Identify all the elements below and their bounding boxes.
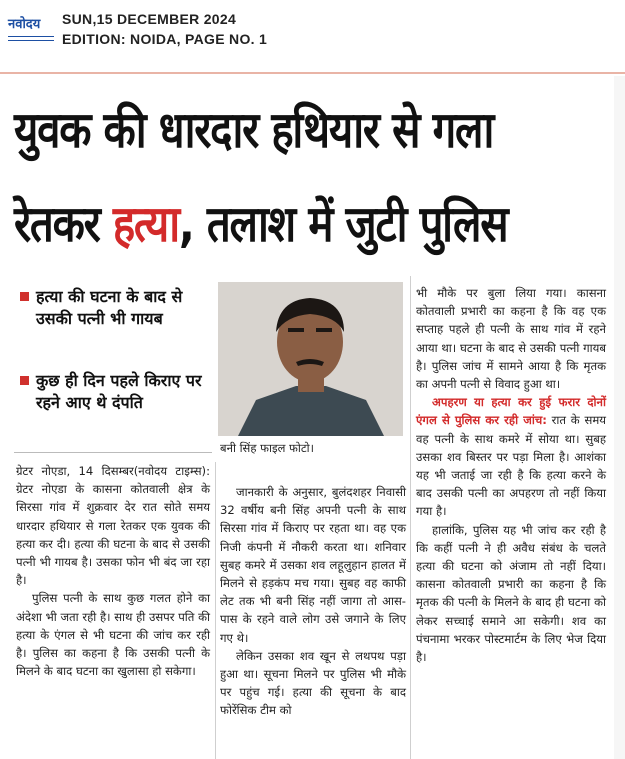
portrait-image (218, 282, 403, 436)
bullet-square-icon (20, 292, 29, 301)
highlight-point (22, 286, 212, 330)
photo-caption: बनी सिंह फाइल फोटो। (220, 441, 315, 455)
headline-highlight: हत्या (112, 195, 179, 253)
logo-text: नवोदय (8, 17, 41, 32)
column-divider (410, 276, 411, 759)
headline-line-1: युवक की धारदार हथियार से गला (14, 101, 494, 159)
date-line: SUN,15 DECEMBER 2024 (62, 11, 237, 27)
headline-text-end: , तलाश में जुटी पुलिस (178, 195, 508, 253)
paragraph: भी मौके पर बुला लिया गया। कासना कोतवाली प्रभारी का कहना है कि वह एक सप्ताह पहले ही पत्नी के साथ गांव में रहने आया था। घटना के बाद से उसकी पत्नी गायब है। पुलिस जांच में सामने आया है कि मृतक का अपनी पत्नी से विवाद हुआ था। (416, 286, 606, 392)
paragraph (416, 393, 606, 520)
paragraph-text: रात के समय वह पत्नी के साथ कमरे में सोया था। सुबह उसका शव बिस्तर पर पड़ा मिला है। आशंका यह भी जताई जा रही है कि हत्या करने के बाद उसकी पत्नी का अपहरण तो नहीं किया गया है। (416, 413, 606, 519)
paragraph: पुलिस पत्नी के साथ कुछ गलत होने का अंदेशा भी जता रही है। साथ ही उसपर पति की हत्या के एंगल से भी घटना की जांच कर रही है। पुलिस का कहना है कि उसकी पत्नी के मिलने के बाद घटना का खुलासा हो सकेगा। (16, 591, 210, 679)
article-clipping (0, 80, 612, 759)
article-column-3 (416, 284, 606, 666)
paragraph: जानकारी के अनुसार, बुलंदशहर निवासी 32 वर्षीय बनी सिंह अपनी पत्नी के साथ सिरसा गांव में किराए पर रहता था। वह एक निजी कंपनी में नौकरी करता था। शनिवार सुबह कमरे में उसका शव लहूलुहान हालत में मिलने से हड़कंप मच गया। सुबह वह काफी लेट तक भी बनी सिंह नहीं जागा तो आस-पास के रहने वाले लोग उसे जगाने के लिए गए थे। (220, 485, 406, 645)
column-divider (215, 462, 216, 759)
highlight-point (22, 370, 212, 414)
paragraph: हालांकि, पुलिस यह भी जांच कर रही है कि कहीं पत्नी ने ही अवैध संबंध के चलते हत्या की घटना को अंजाम तो नहीं दिया। कासना कोतवाली प्रभारी का कहना है कि मृतक की पत्नी के मिलने के बाद ही घटना को लेकर सच्चाई समाने आ सकेगी। शव का पंचनामा भरकर पोस्टमार्टम के लिए भेज दिया है। (416, 522, 606, 665)
subheading: अपहरण या हत्या कर हुई फरार दोनों एंगल से पुलिस कर रही जांच: (416, 395, 606, 428)
section-divider (14, 452, 212, 453)
paragraph: लेकिन उसका शव खून से लथपथ पड़ा हुआ था। सूचना मिलने पर पुलिस भी मौके पर पहुंच गई। हत्या की सूचना के बाद फोरेंसिक टीम को (220, 648, 406, 718)
headline-text: रेतकर (14, 195, 113, 253)
newspaper-logo (8, 14, 58, 42)
masthead (0, 0, 625, 68)
highlight-text: कुछ ही दिन पहले किराए पर रहने आए थे दंपति (36, 371, 202, 412)
edition-meta (62, 9, 267, 49)
edition-line: EDITION: NOIDA, PAGE NO. 1 (62, 31, 268, 47)
highlight-text: हत्या की घटना के बाद से उसकी पत्नी भी गायब (36, 287, 183, 328)
headline-line-2 (14, 194, 602, 254)
article-column-2 (220, 483, 406, 720)
article-column-1 (16, 462, 210, 680)
victim-photo (218, 282, 403, 436)
adjacent-page-edge (614, 76, 625, 759)
header-divider (0, 72, 625, 74)
bullet-square-icon (20, 376, 29, 385)
paragraph: ग्रेटर नोएडा, 14 दिसम्बर(नवोदय टाइम्स): ग्रेटर नोएडा के कासना कोतवाली क्षेत्र के सिरसा गांव में शुक्रवार देर रात सोते समय धारदार हथियार से गला रेतकर एक युवक की हत्या कर दी। हत्या की घटना के बाद से उसकी पत्नी भी गायब है। उसका फोन भी बंद जा रहा है। (16, 464, 210, 588)
